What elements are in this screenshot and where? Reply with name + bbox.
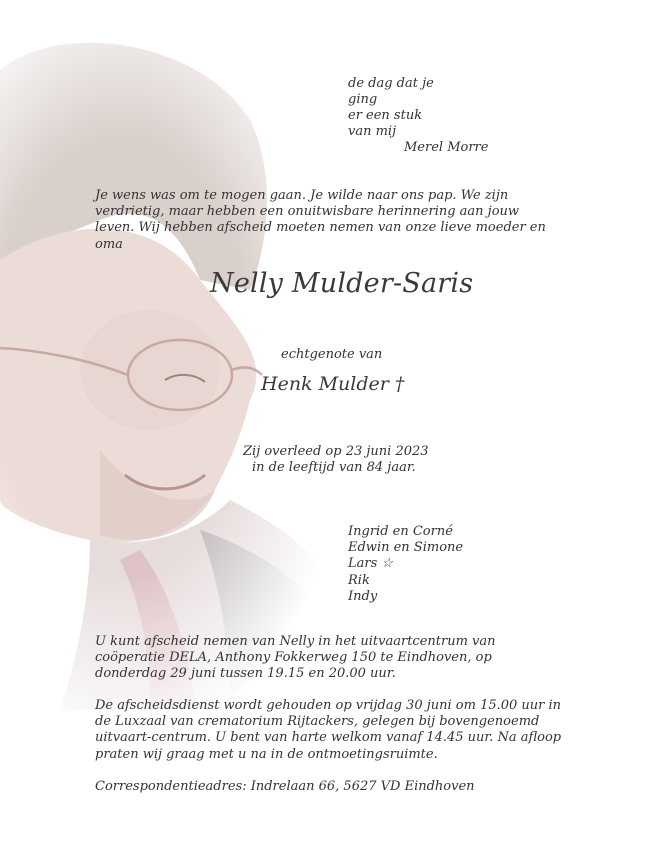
- correspondence-address: Correspondentieadres: Indrelaan 66, 5627 VD Eindhoven: [95, 779, 475, 794]
- deceased-name: Nelly Mulder-Saris: [210, 268, 474, 299]
- intro-paragraph: Je wens was om te mogen gaan. Je wilde naar ons pap. We zijn verdrietig, maar hebben een onuitwisbare herinnering aan jouw leven. Wij hebben afscheid moeten nemen van onze lieve moeder en oma: [95, 188, 546, 252]
- poem-line: van mij: [348, 124, 397, 139]
- poem: [348, 76, 434, 140]
- family-list: [348, 524, 463, 605]
- poem-line: de dag dat je: [348, 76, 434, 91]
- family-member: Rik: [348, 572, 370, 588]
- poem-line: er een stuk: [348, 108, 423, 123]
- spouse-name: Henk Mulder †: [261, 373, 405, 395]
- visitation-paragraph: U kunt afscheid nemen van Nelly in het uitvaartcentrum van coöperatie DELA, Anthony Fokkerweg 150 te Eindhoven, op donderdag 29 juni tussen 19.15 en 20.00 uur.: [95, 634, 496, 682]
- family-member: Edwin en Simone: [348, 540, 464, 556]
- family-member: Ingrid en Corné: [348, 524, 453, 539]
- poem-author: Merel Morre: [404, 140, 489, 155]
- poem-line: ging: [348, 92, 378, 107]
- death-date: Zij overleed op 23 juni 2023: [243, 444, 429, 459]
- family-member: Lars ☆: [348, 556, 394, 572]
- family-member: Indy: [348, 588, 378, 604]
- age-at-death: in de leeftijd van 84 jaar.: [252, 460, 416, 475]
- portrait-photo: [0, 30, 383, 710]
- relation-label: echtgenote van: [281, 347, 383, 362]
- service-paragraph: De afscheidsdienst wordt gehouden op vrijdag 30 juni om 15.00 uur in de Luxzaal van crematorium Rijtackers, gelegen bij bovengenoemd uitvaart-centrum. U bent van harte welkom vanaf 14.45 uur. Na afloop praten wij graag met u na in de ontmoetingsruimte.: [95, 698, 562, 762]
